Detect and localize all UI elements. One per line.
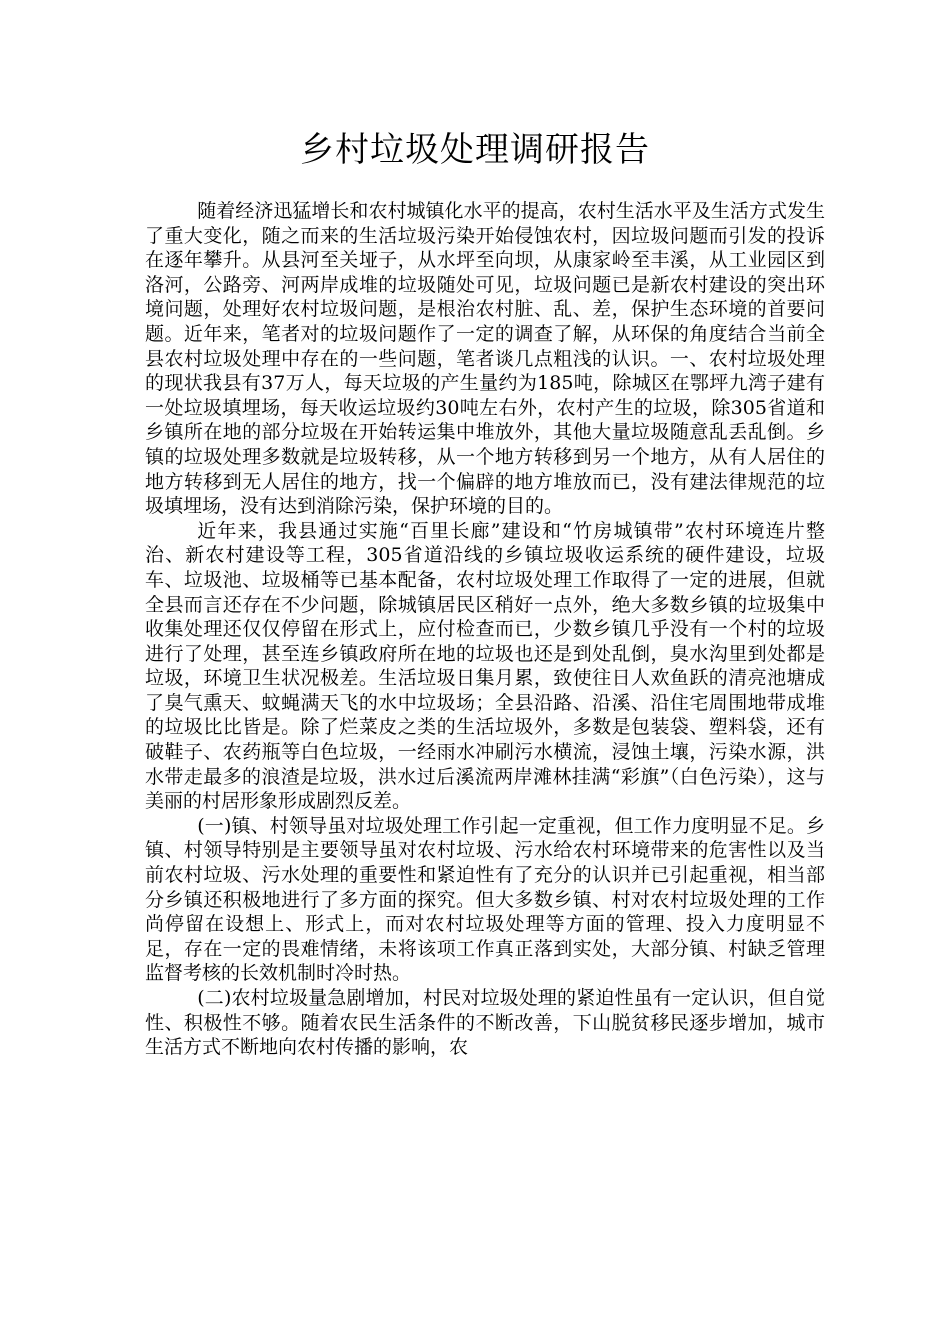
paragraph-4: (二)农村垃圾量急剧增加，村民对垃圾处理的紧迫性虽有一定认识，但自觉性、积极性不够。随着农民生活条件的不断改善，下山脱贫移民逐步增加，城市生活方式不断地向农村传播的影响，农 <box>145 987 825 1059</box>
document-title: 乡村垃圾处理调研报告 <box>300 130 650 170</box>
paragraph-3: (一)镇、村领导虽对垃圾处理工作引起一定重视，但工作力度明显不足。乡镇、村领导特别是主要领导虽对农村垃圾、污水给农村环境带来的危害性以及当前农村垃圾、污水处理的重要性和紧迫性有了充分的认识并已引起重视，相当部分乡镇还积极地进行了多方面的探究。但大多数乡镇、村对农村垃圾处理的工作尚停留在设想上、形式上，而对农村垃圾处理等方面的管理、投入力度明显不足，存在一定的畏难情绪，未将该项工作真正落到实处，大部分镇、村缺乏管理监督考核的长效机制时冷时热。 <box>145 814 825 985</box>
paragraph-2: 近年来，我县通过实施“百里长廊”建设和“竹房城镇带”农村环境连片整治、新农村建设等工程，305省道沿线的乡镇垃圾收运系统的硬件建设，垃圾车、垃圾池、垃圾桶等已基本配备，农村垃圾处理工作取得了一定的进展，但就全县而言还存在不少问题，除城镇居民区稍好一点外，绝大多数乡镇的垃圾集中收集处理还仅仅停留在形式上，应付检查而已，少数乡镇几乎没有一个村的垃圾进行了处理，甚至连乡镇政府所在地的垃圾也还是到处乱倒，臭水沟里到处都是垃圾，环境卫生状况极差。生活垃圾日集月累，致使往日人欢鱼跃的清亮池塘成了臭气熏天、蚊蝇满天飞的水中垃圾场；全县沿路、沿溪、沿住宅周围地带成堆的垃圾比比皆是。除了烂菜皮之类的生活垃圾外，多数是包装袋、塑料袋，还有破鞋子、农药瓶等白色垃圾，一经雨水冲刷污水横流，浸蚀土壤，污染水源，洪水带走最多的浪渣是垃圾，洪水过后溪流两岸滩林挂满“彩旗”（白色污染），这与美丽的村居形象形成剧烈反差。 <box>145 519 825 813</box>
document-body <box>145 199 825 1060</box>
paragraph-1: 随着经济迅猛增长和农村城镇化水平的提高，农村生活水平及生活方式发生了重大变化，随之而来的生活垃圾污染开始侵蚀农村，因垃圾问题而引发的投诉在逐年攀升。从县河至关垭子，从水坪至向坝，从康家岭至丰溪，从工业园区到洛河，公路旁、河两岸成堆的垃圾随处可见，垃圾问题已是新农村建设的突出环境问题，处理好农村垃圾问题，是根治农村脏、乱、差，保护生态环境的首要问题。近年来，笔者对的垃圾问题作了一定的调查了解，从环保的角度结合当前全县农村垃圾处理中存在的一些问题，笔者谈几点粗浅的认识。一、农村垃圾处理的现状我县有37万人，每天垃圾的产生量约为185吨，除城区在鄂坪九湾子建有一处垃圾填埋场，每天收运垃圾约30吨左右外，农村产生的垃圾，除305省道和乡镇所在地的部分垃圾在开始转运集中堆放外，其他大量垃圾随意乱丢乱倒。乡镇的垃圾处理多数就是垃圾转移，从一个地方转移到另一个地方，从有人居住的地方转移到无人居住的地方，找一个偏辟的地方堆放而已，没有建法律规范的垃圾填埋场，没有达到消除污染，保护环境的目的。 <box>145 200 825 518</box>
